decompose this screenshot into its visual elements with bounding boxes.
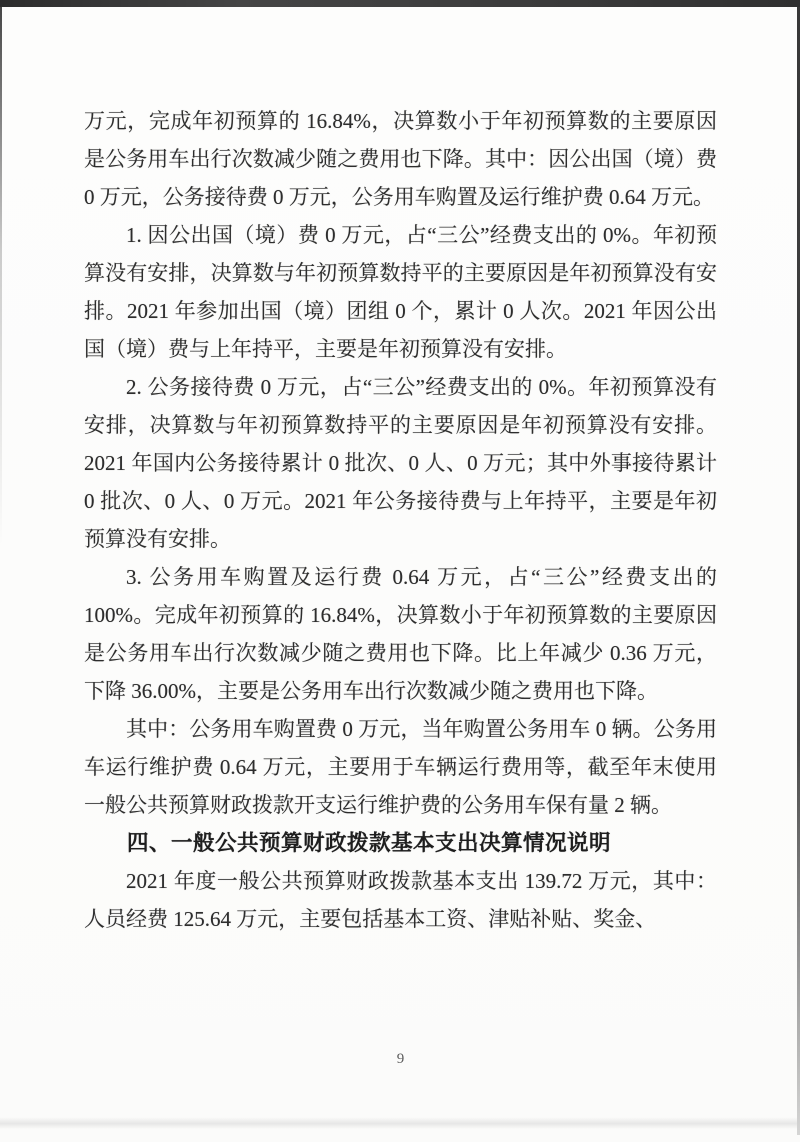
page-number: 9	[396, 1051, 405, 1067]
document-body	[84, 102, 717, 938]
paragraph-continuation: 万元，完成年初预算的 16.84%，决算数小于年初预算数的主要原因是公务用车出行次数减少随之费用也下降。其中：因公出国（境）费 0 万元，公务接待费 0 万元，公务用车购置及运行维护费 0.64 万元。	[84, 109, 717, 209]
paragraph-item-2-reception-expense: 2. 公务接待费 0 万元，占“三公”经费支出的 0%。年初预算没有安排，决算数与年初预算数持平的主要原因是年初预算没有安排。2021 年国内公务接待累计 0 批次、0 人、0 万元；其中外事接待累计 0 批次、0 人、0 万元。2021 年公务接待费与上年持平，主要是年初预算没有安排。	[84, 375, 717, 551]
paragraph-item-1-abroad-expense: 1. 因公出国（境）费 0 万元，占“三公”经费支出的 0%。年初预算没有安排，决算数与年初预算数持平的主要原因是年初预算没有安排。2021 年参加出国（境）团组 0 个，累计 0 人次。2021 年因公出国（境）费与上年持平，主要是年初预算没有安排。	[84, 223, 717, 361]
section-heading: 四、一般公共预算财政拨款基本支出决算情况说明	[127, 831, 612, 855]
paragraph-vehicle-detail: 其中：公务用车购置费 0 万元，当年购置公务用车 0 辆。公务用车运行维护费 0.64 万元，主要用于车辆运行费用等，截至年末使用一般公共预算财政拨款开支运行维护费的公务用车保有量 2 辆。	[84, 717, 717, 817]
scan-bottom-shadow	[0, 1117, 797, 1129]
scan-edge-top	[0, 0, 800, 7]
paragraph-closing: 2021 年度一般公共预算财政拨款基本支出 139.72 万元，其中：人员经费 125.64 万元，主要包括基本工资、津贴补贴、奖金、	[84, 869, 717, 931]
scan-edge-left	[0, 7, 2, 547]
paragraph-item-3-vehicle-expense: 3. 公务用车购置及运行费 0.64 万元，占“三公”经费支出的 100%。完成年初预算的 16.84%，决算数小于年初预算数的主要原因是公务用车出行次数减少随之费用也下降。比上年减少 0.36 万元，下降 36.00%，主要是公务用车出行次数减少随之费用也下降。	[84, 565, 717, 703]
